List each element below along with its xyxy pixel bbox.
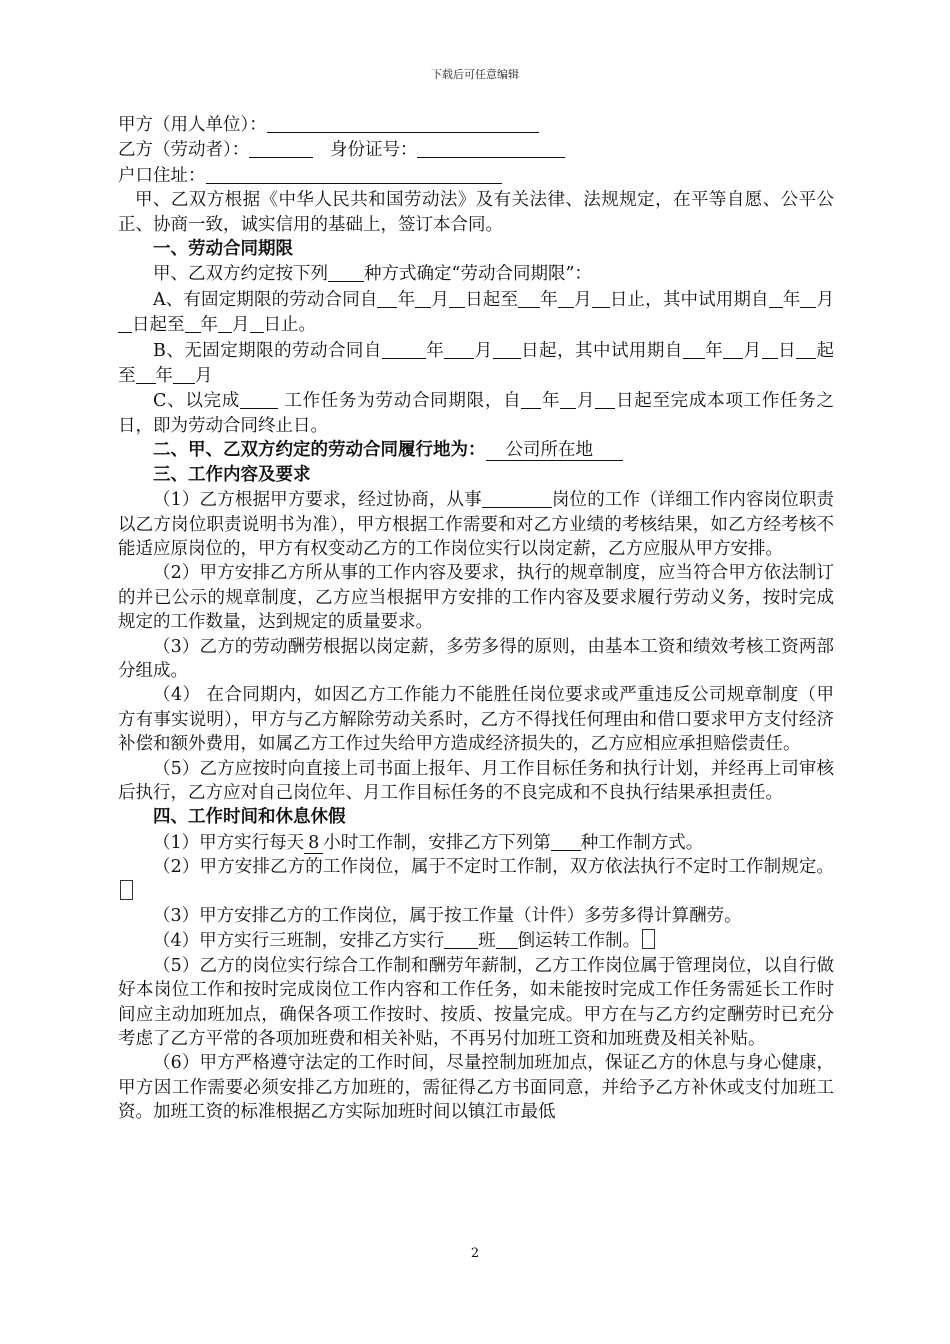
s4-item-1: （1）甲方实行每天 8 小时工作制，安排乙方下列第 种工作制方式。 — [118, 830, 834, 855]
s4-item-2: （2）甲方安排乙方的工作岗位，属于不定时工作制，双方依法执行不定时工作制规定。 — [118, 855, 834, 904]
section-3-title: 三、工作内容及要求 — [153, 464, 311, 485]
contract-body — [118, 112, 834, 1125]
s1-method-line: 甲、乙双方约定按下列 种方式确定“劳动合同期限”： — [118, 261, 834, 286]
residence-line: 户口住址： — [118, 163, 834, 188]
page-number: 2 — [470, 1246, 480, 1261]
s4-item-3: （3）甲方安排乙方的工作岗位，属于按工作量（计件）多劳多得计算酬劳。 — [153, 906, 742, 926]
s3-item-3: （3）乙方的劳动酬劳根据以岗定薪，多劳多得的原则，由基本工资和绩效考核工资两部分组成。 — [118, 636, 834, 681]
checkbox-icon[interactable] — [120, 880, 133, 900]
s3-item-5: （5）乙方应按时向直接上司书面上报年、月工作目标任务和执行计划，并经再上司审核后执行，乙方应对自己岗位年、月工作目标任务的不良完成和不良执行结果承担责任。 — [118, 758, 834, 803]
s1-option-c: C、以完成 工作任务为劳动合同期限，自 年 月 日起至完成本项工作任务之日，即为劳动合同终止日。 — [118, 388, 834, 438]
s3-item-1: （1）乙方根据甲方要求，经过协商，从事 岗位的工作（详细工作内容岗位职责以乙方岗位职责说明书为准），甲方根据工作需要和对乙方业绩的考核结果，如乙方经考核不能适应原岗位的，甲方有权变动乙方的工作岗位实行以岗定薪，乙方应服从甲方安排。 — [118, 487, 834, 561]
s4-item-5: （5）乙方的岗位实行综合工作制和酬劳年薪制，乙方工作岗位属于管理岗位，以自行做好本岗位工作和按时完成岗位工作内容和工作任务，如未能按时完成工作任务需延长工作时间应主动加班加点，确保各项工作按时、按质、按量完成。甲方在与乙方约定酬劳时已充分考虑了乙方平常的各项加班费和相关补贴，不再另付加班工资和加班费及相关补贴。 — [118, 955, 834, 1050]
section-4-title: 四、工作时间和休息休假 — [153, 807, 346, 828]
s4-item-6: （6）甲方严格遵守法定的工作时间，尽量控制加班加点，保证乙方的休息与身心健康，甲方因工作需要必须安排乙方加班的，需征得乙方书面同意，并给予乙方补休或支付加班工资。加班工资的标准根据乙方实际加班时间以镇江市最低 — [118, 1053, 834, 1123]
party-a-line: 甲方（用人单位）： — [118, 112, 834, 137]
s1-option-b: B、无固定期限的劳动合同自 年 月 日起，其中试用期自 年 月 日 起至 年 月 — [118, 338, 834, 389]
residence-blank[interactable] — [206, 163, 502, 184]
party-b-blank[interactable] — [249, 137, 313, 158]
s3-item-2: （2）甲方安排乙方所从事的工作内容及要求，执行的规章制度，应当符合甲方依法制订的并已公示的规章制度，乙方应当根据甲方安排的工作内容及要求履行劳动义务，按时完成规定的工作数量，达到规定的质量要求。 — [118, 563, 834, 633]
checkbox-icon[interactable] — [642, 929, 655, 949]
work-location-value: 公司所在地 — [486, 440, 624, 461]
s4-item-4: （4）甲方实行三班制，安排乙方实行 班 倒运转工作制。 — [118, 928, 834, 953]
section-2-title: 二、甲、乙双方约定的劳动合同履行地为： 公司所在地 — [118, 438, 834, 462]
s1-option-a: A、有固定期限的劳动合同自 年 月 日起至 年 月 日止，其中试用期自 年 月日起至 年 月 日止。 — [118, 287, 834, 338]
hours-value: 8 — [304, 833, 323, 854]
id-number-blank[interactable] — [417, 137, 565, 158]
party-b-line: 乙方（劳动者）： 身份证号： — [118, 137, 834, 162]
intro-paragraph: 甲、乙双方根据《中华人民共和国劳动法》及有关法律、法规规定，在平等自愿、公平公正、协商一致，诚实信用的基础上，签订本合同。 — [118, 190, 834, 235]
party-a-blank[interactable] — [267, 112, 539, 133]
header-note: 下载后可任意编辑 — [431, 68, 519, 81]
section-1-title: 一、劳动合同期限 — [153, 239, 293, 260]
s3-item-4: （4） 在合同期内，如因乙方工作能力不能胜任岗位要求或严重违反公司规章制度（甲方有事实说明），甲方与乙方解除劳动关系时，乙方不得找任何理由和借口要求甲方支付经济补偿和额外费用，如属乙方工作过失给甲方造成经济损失的，乙方应相应承担赔偿责任。 — [118, 685, 834, 755]
